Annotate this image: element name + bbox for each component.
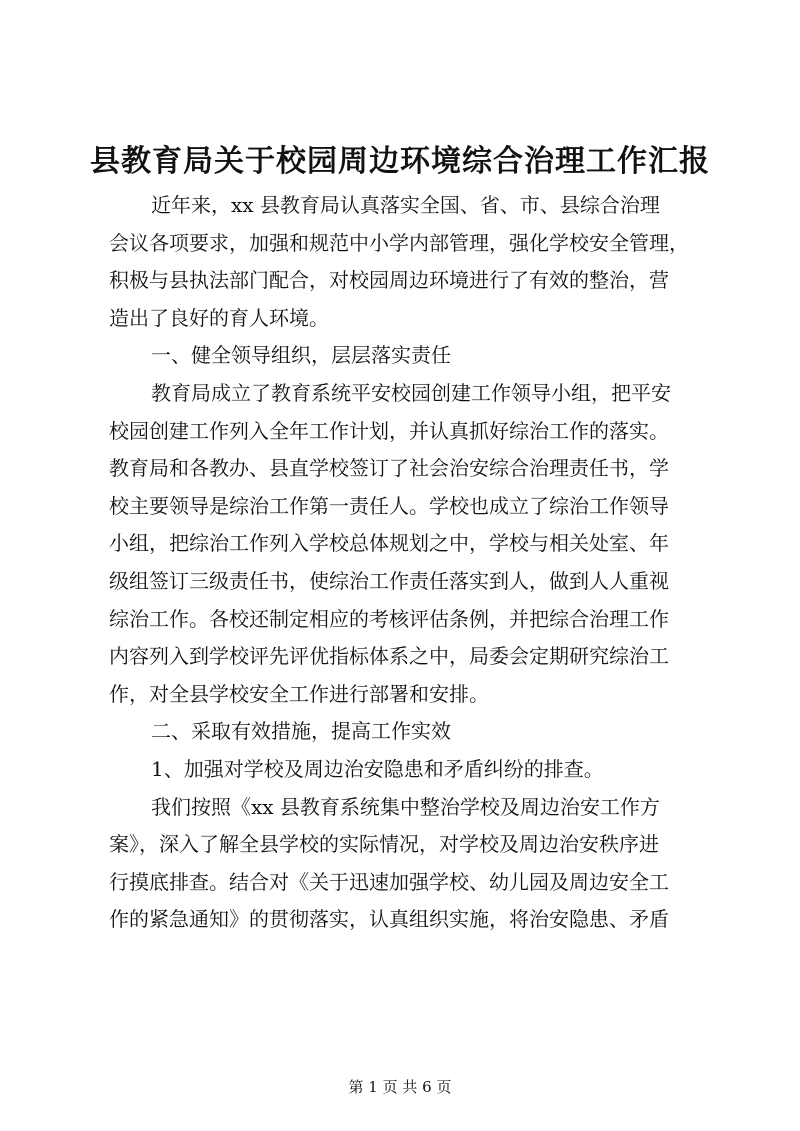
paragraph-subsection1-line-1: 我们按照《xx 县教育系统集中整治学校及周边治安工作方 [151,794,660,819]
paragraph-subsection1-line-4: 作的紧急通知》的贯彻落实，认真组织实施，将治安隐患、矛盾 [109,907,669,932]
section-heading-1: 一、健全领导组织，层层落实责任 [151,343,451,368]
paragraph-section1-line-1: 教育局成立了教育系统平安校园创建工作领导小组，把平安 [151,380,671,405]
paragraph-intro-line-1: 近年来，xx 县教育局认真落实全国、省、市、县综合治理 [151,193,660,217]
document-title: 县教育局关于校园周边环境综合治理工作汇报 [90,144,710,179]
paragraph-section1-line-8: 内容列入到学校评先评优指标体系之中，局委会定期研究综治工 [109,644,669,669]
paragraph-intro-line-3: 积极与县执法部门配合，对校园周边环境进行了有效的整治，营 [109,268,669,293]
paragraph-section1-line-2: 校园创建工作列入全年工作计划，并认真抓好综治工作的落实。 [109,418,669,443]
paragraph-section1-line-4: 校主要领导是综治工作第一责任人。学校也成立了综治工作领导 [109,493,669,518]
document-body [109,187,709,939]
paragraph-section1-line-9: 作，对全县学校安全工作进行部署和安排。 [109,681,489,706]
paragraph-subsection1-line-3: 行摸底排查。结合对《关于迅速加强学校、幼儿园及周边安全工 [109,869,669,894]
paragraph-section1-line-6: 级组签订三级责任书，使综治工作责任落实到人，做到人人重视 [109,568,669,593]
page-number-footer: 第 1 页 共 6 页 [348,1078,452,1096]
paragraph-section1-line-3: 教育局和各教办、县直学校签订了社会治安综合治理责任书，学 [109,456,669,481]
paragraph-section1-line-7: 综治工作。各校还制定相应的考核评估条例，并把综合治理工作 [109,606,669,631]
paragraph-intro-line-2: 会议各项要求，加强和规范中小学内部管理，强化学校安全管理， [109,230,689,255]
paragraph-intro-line-4: 造出了良好的育人环境。 [109,305,329,330]
paragraph-subsection1-line-2: 案》，深入了解全县学校的实际情况，对学校及周边治安秩序进 [109,832,659,857]
section-heading-2: 二、采取有效措施，提高工作实效 [151,719,451,744]
subsection-heading-1: 1、加强对学校及周边治安隐患和矛盾纠纷的排查。 [151,756,604,781]
paragraph-section1-line-5: 小组，把综治工作列入学校总体规划之中，学校与相关处室、年 [109,531,669,556]
